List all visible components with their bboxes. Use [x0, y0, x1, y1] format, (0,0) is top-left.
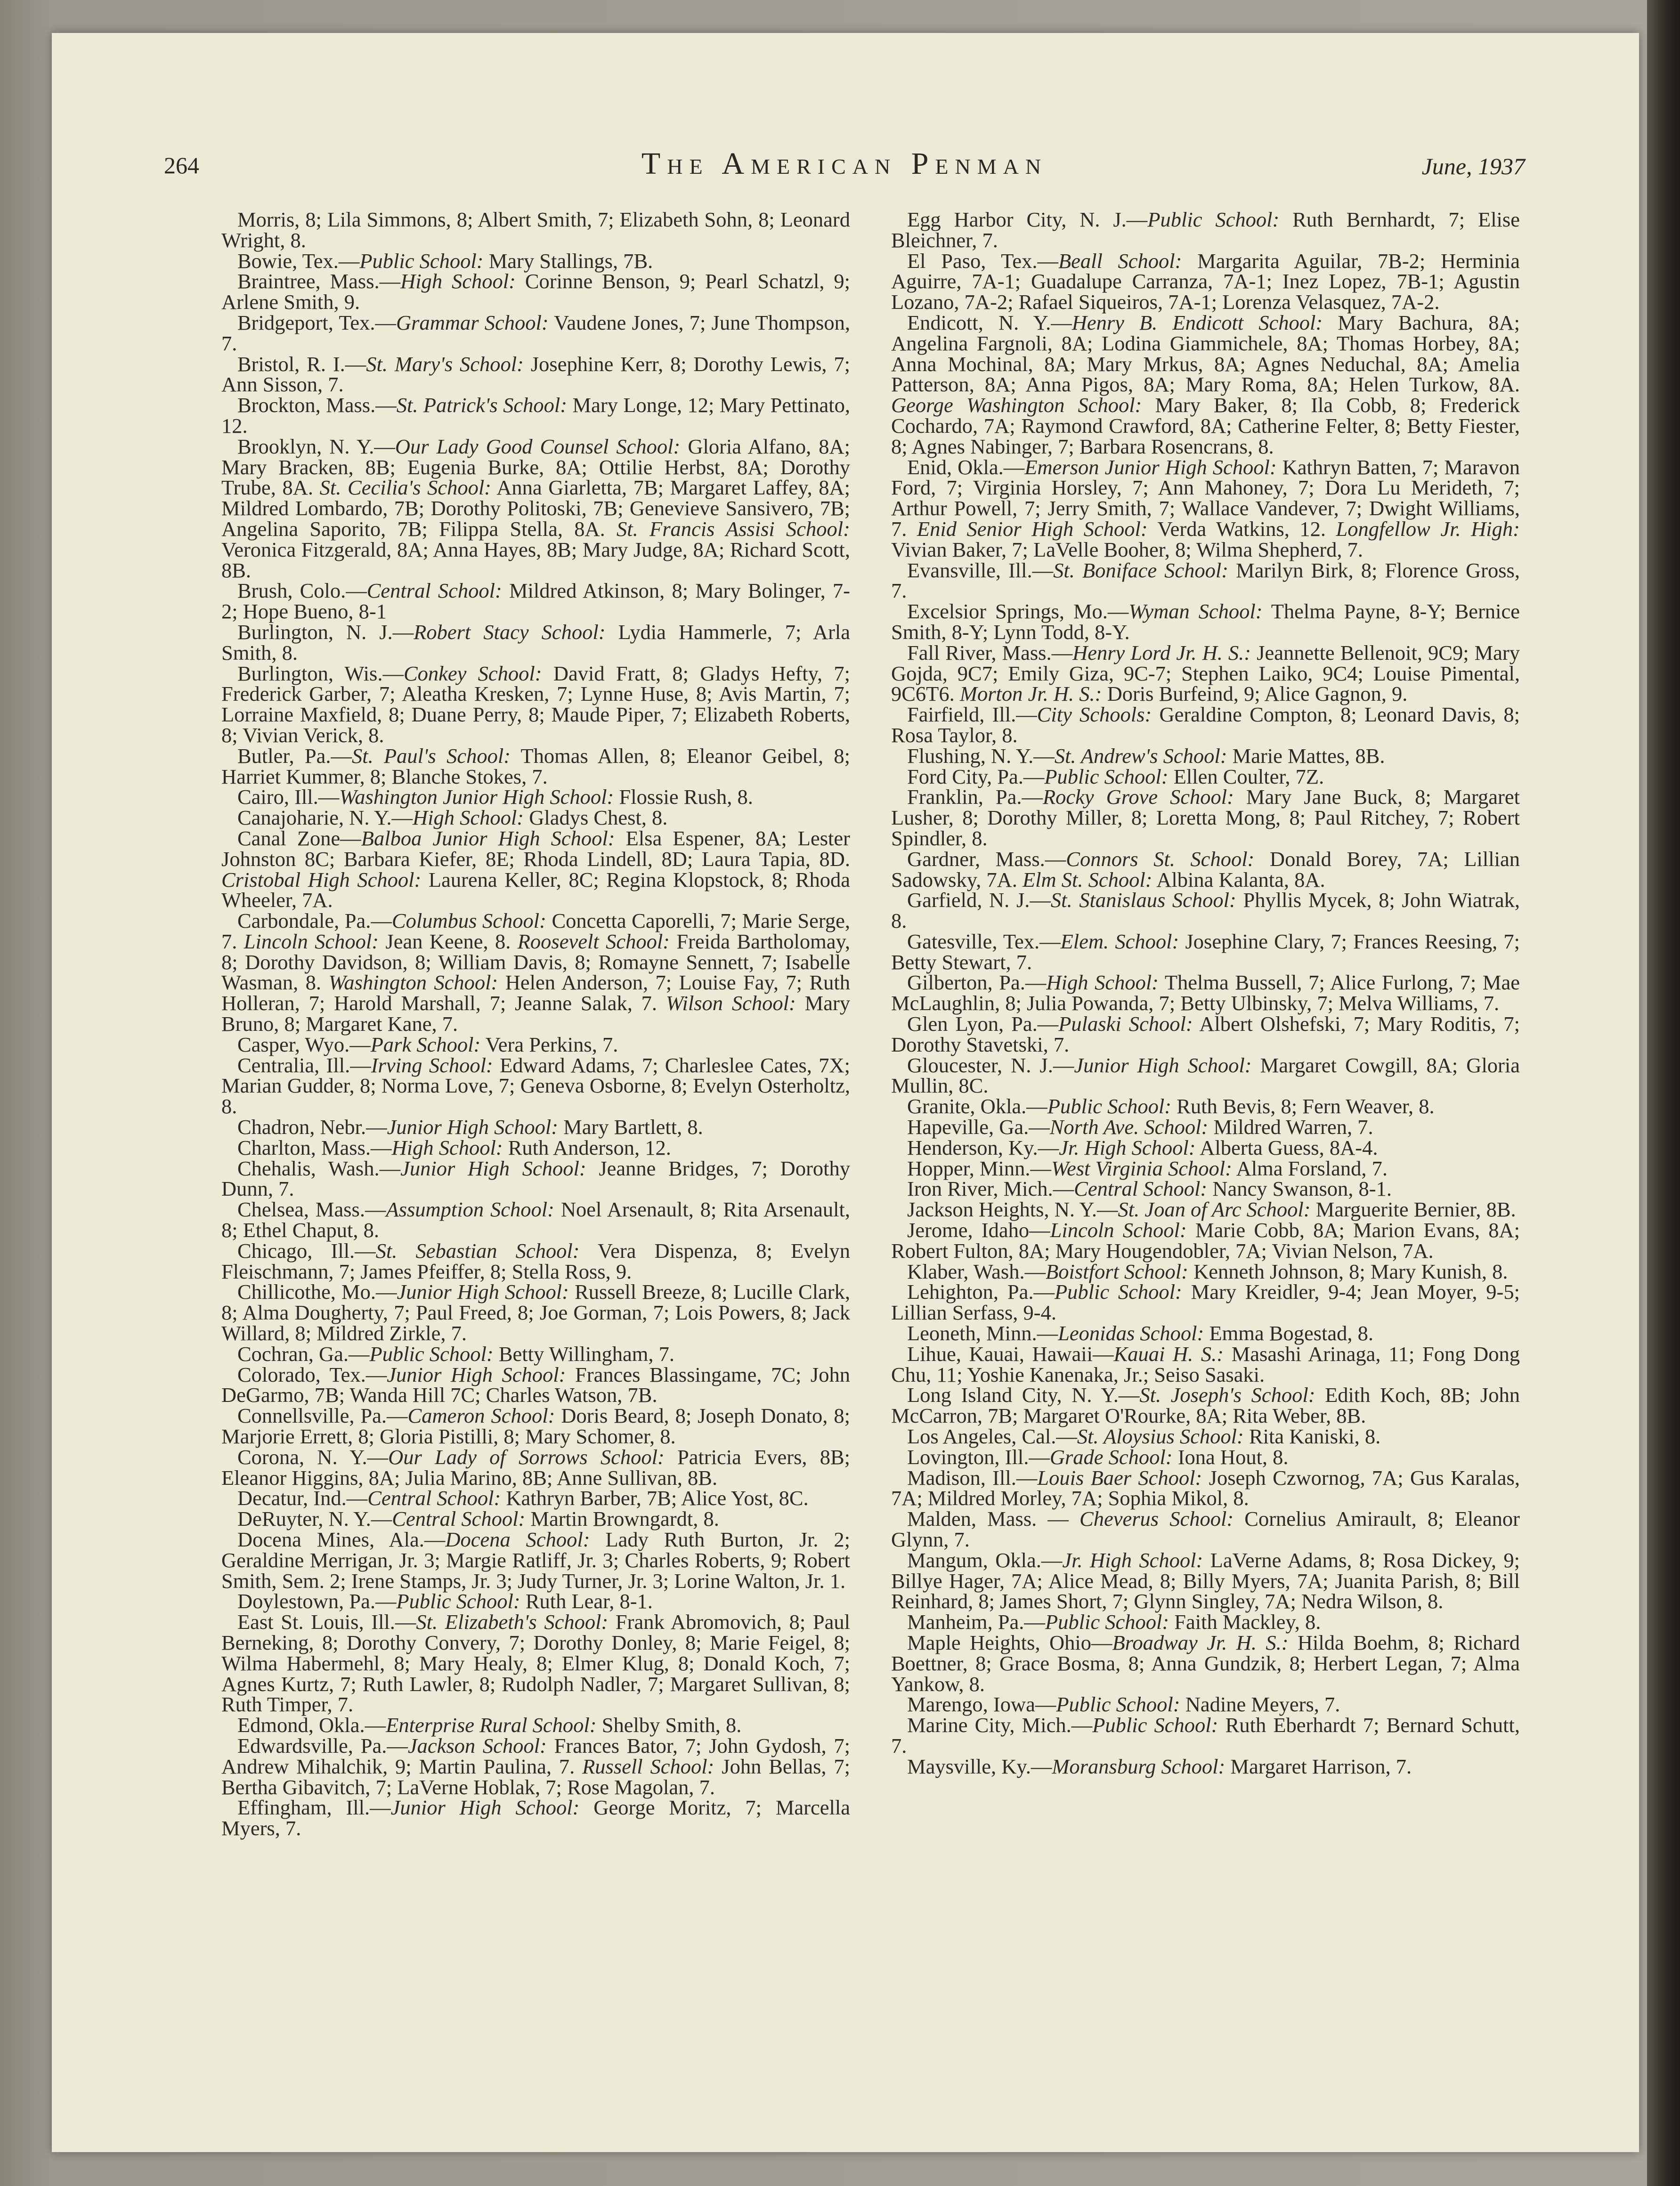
entry: Chadron, Nebr.—Junior High School: Mary Bartlett, 8. [237, 1115, 703, 1139]
entry: Carbondale, Pa.—Columbus School: Concetta Caporelli, 7; Marie Serge, 7. Lincoln School: Jean Keene, 8. Roosevelt School: Freida Bartholomay, 8; Dorothy Davidson, 8; William Davis, 8; Romayne Sennett, 7; Isabelle Wasman, 8. Washington School: Helen Anderson, 7; Louise Fay, 7; Ruth Holleran, 7; Harold Marshall, 7; Jeanne Salak, 7. Wilson School: Mary Bruno, 8; Margaret Kane, 7. [221, 909, 850, 1036]
entry: Fall River, Mass.—Henry Lord Jr. H. S.: Jeannette Bellenoit, 9C9; Mary Gojda, 9C7; Emily Giza, 9C-7; Stephen Laiko, 9C4; Louise Pimental, 9C6T6. Morton Jr. H. S.: Doris Burfeind, 9; Alice Gagnon, 9. [891, 640, 1520, 706]
entry: Mangum, Okla.—Jr. High School: LaVerne Adams, 8; Rosa Dickey, 9; Billye Hager, 7A; Alice Mead, 8; Billy Myers, 7A; Juanita Parish, 8; Bill Reinhard, 8; James Short, 7; Glynn Singley, 7A; Nedra Wilson, 8. [891, 1548, 1520, 1613]
entry: Braintree, Mass.—High School: Corinne Benson, 9; Pearl Schatzl, 9; Arlene Smith, 9. [221, 269, 850, 314]
entry: Manheim, Pa.—Public School: Faith Mackley, 8. [907, 1610, 1321, 1634]
entry: Effingham, Ill.—Junior High School: George Moritz, 7; Marcella Myers, 7. [221, 1796, 850, 1840]
entry: Glen Lyon, Pa.—Pulaski School: Albert Olshefski, 7; Mary Roditis, 7; Dorothy Stavetski, 7. [891, 1012, 1520, 1056]
entry: Cairo, Ill.—Washington Junior High School: Flossie Rush, 8. [237, 785, 753, 809]
entry: Chillicothe, Mo.—Junior High School: Russell Breeze, 8; Lucille Clark, 8; Alma Dougherty, 7; Paul Freed, 8; Joe Gorman, 7; Lois Powers, 8; Jack Willard, 8; Mildred Zirkle, 7. [221, 1280, 850, 1345]
entry: Gloucester, N. J.—Junior High School: Margaret Cowgill, 8A; Gloria Mullin, 8C. [891, 1053, 1520, 1098]
entry: Chicago, Ill.—St. Sebastian School: Vera Dispenza, 8; Evelyn Fleischmann, 7; James Pfeiffer, 8; Stella Ross, 9. [221, 1239, 850, 1283]
entry: Connellsville, Pa.—Cameron School: Doris Beard, 8; Joseph Donato, 8; Marjorie Errett, 8; Gloria Pistilli, 8; Mary Schomer, 8. [221, 1404, 850, 1449]
entry: Lihue, Kauai, Hawaii—Kauai H. S.: Masashi Arinaga, 11; Fong Dong Chu, 11; Yoshie Kanenaka, Jr.; Seiso Sasaki. [891, 1342, 1520, 1386]
entry: Hapeville, Ga.—North Ave. School: Mildred Warren, 7. [907, 1115, 1373, 1139]
entry: Marine City, Mich.—Public School: Ruth Eberhardt 7; Bernard Schutt, 7. [891, 1713, 1520, 1757]
entry: Lovington, Ill.—Grade School: Iona Hout, 8. [907, 1445, 1289, 1469]
entry: Butler, Pa.—St. Paul's School: Thomas Allen, 8; Eleanor Geibel, 8; Harriet Kummer, 8; Blanche Stokes, 7. [221, 744, 850, 788]
entry: Garfield, N. J.—St. Stanislaus School: Phyllis Mycek, 8; John Wiatrak, 8. [891, 888, 1520, 933]
entry: Evansville, Ill.—St. Boniface School: Marilyn Birk, 8; Florence Gross, 7. [891, 558, 1520, 603]
entry: Iron River, Mich.—Central School: Nancy Swanson, 8-1. [907, 1177, 1392, 1201]
entry: Cochran, Ga.—Public School: Betty Willingham, 7. [237, 1342, 675, 1366]
entry: Chelsea, Mass.—Assumption School: Noel Arsenault, 8; Rita Arsenault, 8; Ethel Chaput, 8. [221, 1198, 850, 1242]
entry: Enid, Okla.—Emerson Junior High School: Kathryn Batten, 7; Maravon Ford, 7; Virginia Horsley, 7; Ann Mahoney, 7; Dora Lu Merideth, 7; Arthur Powell, 7; Jerry Smith, 7; Wallace Vandever, 7; Dwight Williams, 7. Enid Senior High School: Verda Watkins, 12. Longfellow Jr. High: Vivian Baker, 7; LaVelle Booher, 8; Wilma Shepherd, 7. [891, 455, 1520, 561]
issue-date: June, 1937 [1421, 153, 1525, 179]
entry: Madison, Ill.—Louis Baer School: Joseph Czwornog, 7A; Gus Karalas, 7A; Mildred Morley, 7A; Sophia Mikol, 8. [891, 1465, 1520, 1510]
entry: Fairfield, Ill.—City Schools: Geraldine Compton, 8; Leonard Davis, 8; Rosa Taylor, 8. [891, 703, 1520, 747]
entry: Egg Harbor City, N. J.—Public School: Ruth Bernhardt, 7; Elise Bleichner, 7. [891, 210, 1520, 252]
entry: Flushing, N. Y.—St. Andrew's School: Marie Mattes, 8B. [907, 744, 1385, 768]
entry: Burlington, N. J.—Robert Stacy School: Lydia Hammerle, 7; Arla Smith, 8. [221, 620, 850, 664]
entry: Gatesville, Tex.—Elem. School: Josephine Clary, 7; Frances Reesing, 7; Betty Stewart, 7. [891, 929, 1520, 974]
entry: Casper, Wyo.—Park School: Vera Perkins, 7. [237, 1032, 618, 1056]
entry: Brockton, Mass.—St. Patrick's School: Mary Longe, 12; Mary Pettinato, 12. [221, 393, 850, 437]
right-column [891, 210, 1520, 2074]
entry: Marengo, Iowa—Public School: Nadine Meyers, 7. [907, 1692, 1340, 1716]
entry: Jerome, Idaho—Lincoln School: Marie Cobb, 8A; Marion Evans, 8A; Robert Fulton, 8A; Mary Hougendobler, 7A; Vivian Nelson, 7A. [891, 1218, 1520, 1263]
entry: Docena Mines, Ala.—Docena School: Lady Ruth Burton, Jr. 2; Geraldine Merrigan, Jr. 3; Margie Ratliff, Jr. 3; Charles Roberts, 9; Robert Smith, Sem. 2; Irene Stamps, Jr. 3; Judy Turner, Jr. 3; Lorine Walton, Jr. 1. [221, 1528, 850, 1593]
entry: Bowie, Tex.—Public School: Mary Stallings, 7B. [237, 249, 653, 273]
entry: Malden, Mass. — Cheverus School: Cornelius Amirault, 8; Eleanor Glynn, 7. [891, 1507, 1520, 1551]
entry: Los Angeles, Cal.—St. Aloysius School: Rita Kaniski, 8. [907, 1425, 1381, 1449]
entry: Franklin, Pa.—Rocky Grove School: Mary Jane Buck, 8; Margaret Lusher, 8; Dorothy Miller, 8; Loretta Mong, 8; Paul Ritchey, 7; Robert Spindler, 8. [891, 785, 1520, 850]
entry: Colorado, Tex.—Junior High School: Frances Blassingame, 7C; John DeGarmo, 7B; Wanda Hill 7C; Charles Watson, 7B. [221, 1362, 850, 1407]
entry: Bridgeport, Tex.—Grammar School: Vaudene Jones, 7; June Thompson, 7. [221, 310, 850, 355]
entry: Ford City, Pa.—Public School: Ellen Coulter, 7Z. [907, 764, 1324, 788]
entry: Canajoharie, N. Y.—High School: Gladys Chest, 8. [237, 806, 668, 830]
left-column [221, 210, 850, 2074]
entry: Corona, N. Y.—Our Lady of Sorrows School: Patricia Evers, 8B; Eleanor Higgins, 8A; Julia Marino, 8B; Anne Sullivan, 8B. [221, 1445, 850, 1490]
entry: Gilberton, Pa.—High School: Thelma Bussell, 7; Alice Furlong, 7; Mae McLaughlin, 8; Julia Powanda, 7; Betty Ulbinsky, 7; Melva Williams, 7. [891, 971, 1520, 1015]
running-header [164, 146, 1525, 188]
entry: Chehalis, Wash.—Junior High School: Jeanne Bridges, 7; Dorothy Dunn, 7. [221, 1156, 850, 1201]
entry: Maple Heights, Ohio—Broadway Jr. H. S.: Hilda Boehm, 8; Richard Boettner, 8; Grace Bosma, 8; Anna Gundzik, 8; Herbert Legan, 7; Alma Yankow, 8. [891, 1630, 1520, 1696]
book-binding-edge [1647, 0, 1680, 2186]
entry: Brooklyn, N. Y.—Our Lady Good Counsel School: Gloria Alfano, 8A; Mary Bracken, 8B; Eugenia Burke, 8A; Ottilie Herbst, 8A; Dorothy Trube, 8A. St. Cecilia's School: Anna Giarletta, 7B; Margaret Laffey, 8A; Mildred Lombardo, 7B; Dorothy Politoski, 7B; Genevieve Sansivero, 7B; Angelina Saporito, 7B; Filippa Stella, 8A. St. Francis Assisi School: Veronica Fitzgerald, 8A; Anna Hayes, 8B; Mary Judge, 8A; Richard Scott, 8B. [221, 434, 850, 582]
entry: East St. Louis, Ill.—St. Elizabeth's School: Frank Abromovich, 8; Paul Berneking, 8; Dorothy Convery, 7; Dorothy Donley, 8; Marie Feigel, 8; Wilma Habermehl, 8; Mary Healy, 8; Elmer Klug, 8; Donald Koch, 7; Agnes Kurtz, 7; Ruth Lawler, 8; Rudolph Nadler, 7; Margaret Sullivan, 8; Ruth Timper, 7. [221, 1610, 850, 1716]
entry: Morris, 8; Lila Simmons, 8; Albert Smith, 7; Elizabeth Sohn, 8; Leonard Wright, 8. [221, 210, 850, 252]
entry: Decatur, Ind.—Central School: Kathryn Barber, 7B; Alice Yost, 8C. [237, 1486, 809, 1510]
entry: El Paso, Tex.—Beall School: Margarita Aguilar, 7B-2; Herminia Aguirre, 7A-1; Guadalupe Carranza, 7A-1; Inez Lopez, 7B-1; Agustin Lozano, 7A-2; Rafael Siqueiros, 7A-1; Lorenza Velasquez, 7A-2. [891, 249, 1520, 314]
entry: Gardner, Mass.—Connors St. School: Donald Borey, 7A; Lillian Sadowsky, 7A. Elm St. School: Albina Kalanta, 8A. [891, 847, 1520, 891]
entry: Hopper, Minn.—West Virginia School: Alma Forsland, 7. [907, 1156, 1388, 1180]
entry: Klaber, Wash.—Boistfort School: Kenneth Johnson, 8; Mary Kunish, 8. [907, 1259, 1508, 1283]
entry: Burlington, Wis.—Conkey School: David Fratt, 8; Gladys Hefty, 7; Frederick Garber, 7; Aleatha Kresken, 7; Lynne Huse, 8; Avis Martin, 7; Lorraine Maxfield, 8; Duane Perry, 8; Maude Piper, 7; Elizabeth Roberts, 8; Vivian Verick, 8. [221, 661, 850, 747]
entry: Leoneth, Minn.—Leonidas School: Emma Bogestad, 8. [907, 1321, 1374, 1345]
entry: Centralia, Ill.—Irving School: Edward Adams, 7; Charleslee Cates, 7X; Marian Gudder, 8; Norma Love, 7; Geneva Osborne, 8; Evelyn Osterholtz, 8. [221, 1053, 850, 1118]
entry: Henderson, Ky.—Jr. High School: Alberta Guess, 8A-4. [907, 1135, 1378, 1159]
entry: Maysville, Ky.—Moransburg School: Margaret Harrison, 7. [907, 1754, 1412, 1778]
journal-title: The American Penman [641, 146, 1048, 181]
entry: Endicott, N. Y.—Henry B. Endicott School: Mary Bachura, 8A; Angelina Fargnoli, 8A; Lodina Giammichele, 8A; Thomas Horbey, 8A; Anna Mochinal, 8A; Mary Mrkus, 8A; Agnes Neduchal, 8A; Amelia Patterson, 8A; Anna Pigos, 8A; Mary Roma, 8A; Helen Turkow, 8A. George Washington School: Mary Baker, 8; Ila Cobb, 8; Frederick Cochardo, 7A; Raymond Crawford, 8A; Catherine Felter, 8; Betty Fiester, 8; Agnes Nabinger, 7; Barbara Rosencrans, 8. [891, 310, 1520, 458]
entry: Charlton, Mass.—High School: Ruth Anderson, 12. [237, 1135, 671, 1159]
entry: Jackson Heights, N. Y.—St. Joan of Arc School: Marguerite Bernier, 8B. [907, 1198, 1516, 1222]
page-number: 264 [164, 152, 199, 178]
entry: Lehighton, Pa.—Public School: Mary Kreidler, 9-4; Jean Moyer, 9-5; Lillian Serfass, 9-4. [891, 1280, 1520, 1325]
entry: Bristol, R. I.—St. Mary's School: Josephine Kerr, 8; Dorothy Lewis, 7; Ann Sisson, 7. [221, 352, 850, 397]
entry: Long Island City, N. Y.—St. Joseph's School: Edith Koch, 8B; John McCarron, 7B; Margaret O'Rourke, 8A; Rita Weber, 8B. [891, 1383, 1520, 1428]
entry: DeRuyter, N. Y.—Central School: Martin Browngardt, 8. [237, 1507, 719, 1531]
entry: Excelsior Springs, Mo.—Wyman School: Thelma Payne, 8-Y; Bernice Smith, 8-Y; Lynn Todd, 8-Y. [891, 599, 1520, 644]
entry: Edwardsville, Pa.—Jackson School: Frances Bator, 7; John Gydosh, 7; Andrew Mihalchik, 9; Martin Paulina, 7. Russell School: John Bellas, 7; Bertha Gibavitch, 7; LaVerne Hoblak, 7; Rose Magolan, 7. [221, 1733, 850, 1799]
entry: Edmond, Okla.—Enterprise Rural School: Shelby Smith, 8. [237, 1713, 742, 1737]
entry: Brush, Colo.—Central School: Mildred Atkinson, 8; Mary Bolinger, 7-2; Hope Bueno, 8-1 [221, 579, 850, 623]
entry: Doylestown, Pa.—Public School: Ruth Lear, 8-1. [237, 1589, 653, 1613]
entry: Canal Zone—Balboa Junior High School: Elsa Espener, 8A; Lester Johnston 8C; Barbara Kiefer, 8E; Rhoda Lindell, 8D; Laura Tapia, 8D. Cristobal High School: Laurena Keller, 8C; Regina Klopstock, 8; Rhoda Wheeler, 7A. [221, 826, 850, 912]
entry: Granite, Okla.—Public School: Ruth Bevis, 8; Fern Weaver, 8. [907, 1094, 1435, 1118]
